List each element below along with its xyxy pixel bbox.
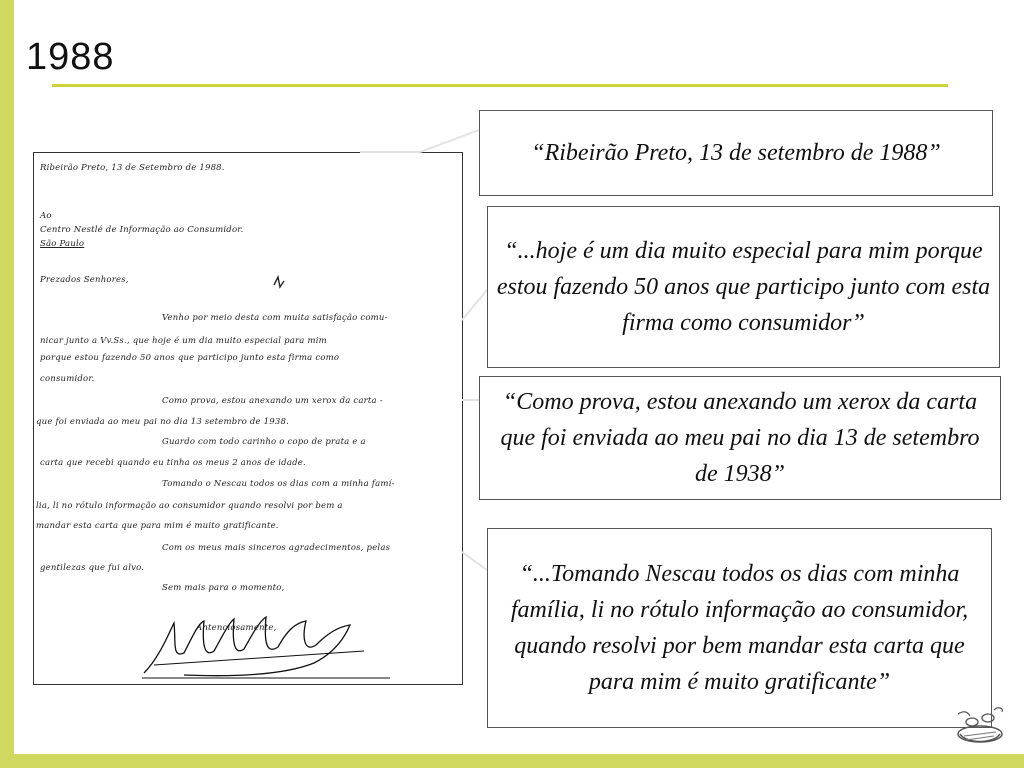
letter-line: Antenciosamente, — [196, 623, 277, 633]
letter-line: gentilezas que fui alvo. — [40, 563, 145, 573]
quote-text: “...hoje é um dia muito especial para mim porque estou fazendo 50 anos que participo junto com esta firma como consumidor” — [496, 238, 991, 336]
letter-line: nicar junto a Vv.Ss., que hoje é um dia muito especial para mim — [40, 336, 327, 346]
letter-line: Sem mais para o momento, — [162, 583, 285, 593]
letter-line: carta que recebi quando eu tinha os meus 2 anos de idade. — [40, 458, 306, 468]
letter-scan — [33, 152, 463, 685]
quote-text: “Ribeirão Preto, 13 de setembro de 1988” — [531, 140, 941, 166]
title-rule — [52, 84, 948, 87]
letter-line: Com os meus mais sinceros agradecimentos, pelas — [162, 543, 391, 553]
quote-box-nescau — [487, 528, 992, 728]
bottom-accent-bar — [0, 754, 1024, 768]
quote-box-date — [479, 110, 993, 196]
slide-title: 1988 — [26, 36, 115, 78]
quote-text: “Como prova, estou anexando um xerox da carta que foi enviada ao meu pai no dia 13 de setembro de 1938” — [500, 389, 980, 487]
letter-line: Centro Nestlé de Informação ao Consumidor. — [40, 225, 244, 235]
letter-line: São Paulo — [40, 239, 85, 249]
letter-line: mandar esta carta que para mim é muito gratificante. — [36, 521, 279, 531]
signature-scribble — [34, 153, 462, 684]
letter-line: que foi enviada ao meu pai no dia 13 setembro de 1938. — [36, 417, 289, 427]
letter-line: Prezados Senhores, — [40, 275, 129, 285]
letter-line: lia, li no rótulo informação ao consumidor quando resolvi por bem a — [36, 501, 343, 511]
quote-box-proof — [479, 376, 1001, 500]
letter-line: consumidor. — [40, 374, 95, 384]
letter-line: porque estou fazendo 50 anos que participo junto esta firma como — [40, 353, 340, 363]
left-accent-bar — [0, 0, 14, 768]
letter-line: Ribeirão Preto, 13 de Setembro de 1988. — [40, 163, 225, 173]
quote-text: “...Tomando Nescau todos os dias com minha família, li no rótulo informação ao consumidor, quando resolvi por bem mandar esta carta que para mim é muito gratificante” — [510, 561, 969, 695]
nest-logo-icon — [950, 700, 1010, 750]
letter-line: Venho por meio desta com muita satisfação comu- — [162, 313, 388, 323]
letter-line: Guardo com todo carinho o copo de prata e a — [162, 437, 366, 447]
quote-box-special-day — [487, 206, 1000, 368]
letter-line: Ao — [40, 211, 52, 221]
letter-line: Como prova, estou anexando um xerox da carta - — [162, 396, 383, 406]
letter-line: Tomando o Nescau todos os dias com a minha famí- — [162, 479, 395, 489]
